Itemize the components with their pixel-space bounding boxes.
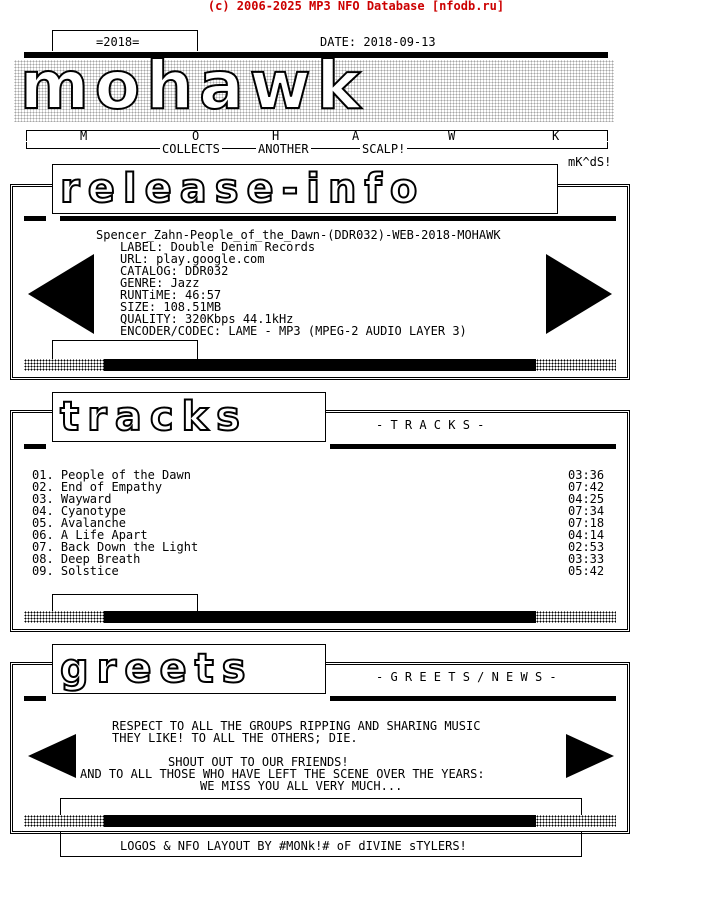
track-name: 06. A Life Apart	[32, 528, 148, 542]
release-bottom-tab	[52, 340, 198, 359]
artist-tag: mK^dS!	[568, 155, 612, 169]
tracks-heading: - T R A C K S -	[376, 418, 485, 432]
tagline-word-1: COLLECTS	[162, 142, 220, 156]
footer-credits: LOGOS & NFO LAYOUT BY #MONk!# oF dIVINE sTYLERS!	[120, 839, 467, 853]
track-time: 04:14	[568, 528, 605, 542]
greets-bar-left	[24, 696, 46, 701]
release-encoder: ENCODER/CODEC: LAME - MP3 (MPEG-2 AUDIO LAYER 3)	[120, 324, 467, 338]
logo-letter-o: O	[192, 129, 200, 143]
tagline-word-2: ANOTHER	[258, 142, 309, 156]
tracks-bar-left	[24, 444, 46, 449]
release-runtime: RUNTiME: 46:57	[120, 288, 222, 302]
track-name: 01. People of the Dawn	[32, 468, 191, 482]
greets-left-arrow-icon	[28, 734, 76, 778]
release-footer-bar	[104, 359, 536, 371]
logo-letter-h: H	[272, 129, 280, 143]
tagline-rule	[26, 142, 608, 149]
track-time: 05:42	[568, 564, 605, 578]
track-time: 07:34	[568, 504, 605, 518]
year-tag: =2018=	[96, 35, 140, 49]
tracks-bottom-tab	[52, 594, 198, 611]
tracks-footer-bar	[104, 611, 536, 623]
tracks-footer-dither-right	[536, 611, 616, 623]
track-time: 03:36	[568, 468, 605, 482]
greets-heading: - G R E E T S / N E W S -	[376, 670, 557, 684]
track-time: 07:42	[568, 480, 605, 494]
track-time: 04:25	[568, 492, 605, 506]
tracks-bar-right	[330, 444, 616, 449]
greets-right-arrow-icon	[566, 734, 614, 778]
greets-logo: greets	[60, 646, 254, 692]
greets-line-3: SHOUT OUT TO OUR FRIENDS!	[168, 755, 349, 769]
track-name: 05. Avalanche	[32, 516, 126, 530]
greets-line-2: THEY LIKE! TO ALL THE OTHERS; DIE.	[112, 731, 358, 745]
track-name: 02. End of Empathy	[32, 480, 163, 494]
letter-rule	[26, 130, 608, 141]
greets-line-1: RESPECT TO ALL THE GROUPS RIPPING AND SHARING MUSIC	[112, 719, 481, 733]
release-title: Spencer_Zahn-People_of_the_Dawn-(DDR032)-WEB-2018-MOHAWK	[96, 228, 501, 242]
greets-bar-right	[330, 696, 616, 701]
release-size: SIZE: 108.51MB	[120, 300, 222, 314]
greets-footer-dither-left	[24, 815, 104, 827]
logo-letter-m: M	[80, 129, 88, 143]
release-date: DATE: 2018-09-13	[320, 35, 436, 49]
greets-bottom-tab	[60, 798, 582, 815]
copyright-banner: (c) 2006-2025 MP3 NFO Database [nfodb.ru]	[207, 0, 505, 13]
tracks-footer-dither-left	[24, 611, 104, 623]
right-arrow-icon	[546, 254, 612, 334]
greets-line-5: WE MISS YOU ALL VERY MUCH...	[200, 779, 403, 793]
release-url: URL: play.google.com	[120, 252, 265, 266]
track-name: 04. Cyanotype	[32, 504, 126, 518]
release-bar-left	[24, 216, 46, 221]
release-bar-right	[60, 216, 616, 221]
tracks-logo: tracks	[60, 394, 248, 440]
greets-footer-bar	[104, 815, 536, 827]
release-catalog: CATALOG: DDR032	[120, 264, 229, 278]
release-label: LABEL: Double Denim Records	[120, 240, 316, 254]
track-name: 09. Solstice	[32, 564, 119, 578]
track-name: 08. Deep Breath	[32, 552, 141, 566]
track-time: 02:53	[568, 540, 605, 554]
greets-line-4: AND TO ALL THOSE WHO HAVE LEFT THE SCENE OVER THE YEARS:	[80, 767, 485, 781]
logo-letter-k: K	[552, 129, 560, 143]
release-info-logo: release-info	[60, 166, 426, 212]
release-quality: QUALITY: 320Kbps 44.1kHz	[120, 312, 294, 326]
left-arrow-icon	[28, 254, 94, 334]
release-genre: GENRE: Jazz	[120, 276, 200, 290]
release-footer-dither-left	[24, 359, 104, 371]
logo-letter-a: A	[352, 129, 360, 143]
track-time: 03:33	[568, 552, 605, 566]
track-name: 07. Back Down the Light	[32, 540, 199, 554]
track-time: 07:18	[568, 516, 605, 530]
release-footer-dither-right	[536, 359, 616, 371]
track-name: 03. Wayward	[32, 492, 112, 506]
greets-footer-dither-right	[536, 815, 616, 827]
tagline-word-3: SCALP!	[362, 142, 406, 156]
mohawk-logo: mohawk	[20, 47, 367, 124]
logo-letter-w: W	[448, 129, 456, 143]
